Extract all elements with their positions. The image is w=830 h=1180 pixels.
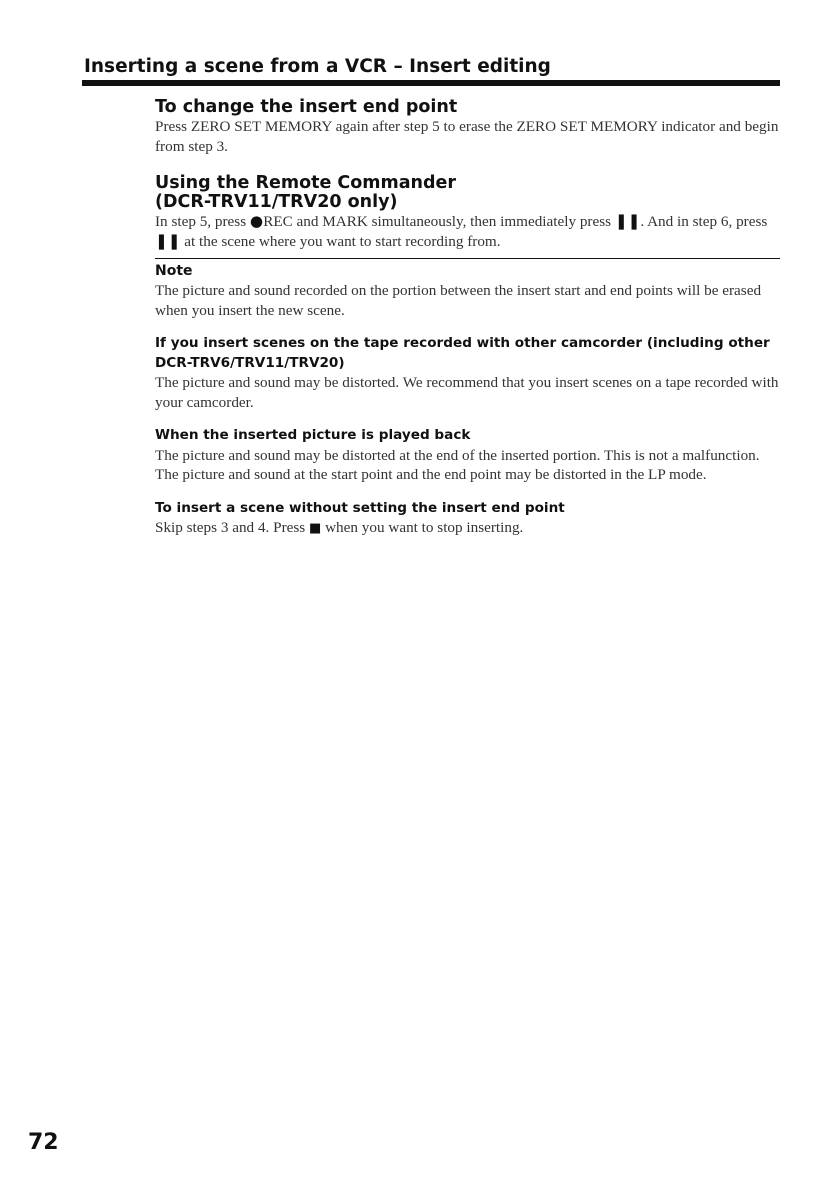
pause-icon: ❚❚	[155, 231, 181, 250]
note-text: The picture and sound recorded on the portion between the insert start and end points will be erased when you insert the new scene.	[155, 282, 762, 319]
played-back-text-1: The picture and sound may be distorted at the end of the inserted portion. This is not a malfunction.	[155, 446, 760, 464]
remote-text-part-a: In step 5, press	[155, 213, 250, 230]
remote-text-part-b: REC and MARK simultaneously, then immediately press	[263, 213, 615, 230]
other-camcorder-heading: If you insert scenes on the tape recorded with other camcorder (including other DCR-TRV6/TRV11/TRV20)	[155, 335, 770, 371]
page-number: 72	[28, 1130, 59, 1155]
remote-text-part-c: . And in step 6, press	[640, 213, 768, 230]
remote-commander-heading-line1: Using the Remote Commander	[155, 173, 457, 193]
change-end-point-heading: To change the insert end point	[155, 97, 458, 117]
without-end-point-heading: To insert a scene without setting the insert end point	[155, 499, 565, 516]
remote-commander-text	[155, 212, 780, 251]
remote-commander-heading-line2: (DCR-TRV11/TRV20 only)	[155, 192, 398, 212]
remote-text-part-d: at the scene where you want to start recording from.	[180, 232, 501, 250]
change-end-point-text: Press ZERO SET MEMORY again after step 5 to erase the ZERO SET MEMORY indicator and begin from step 3.	[155, 118, 779, 155]
played-back-text-2: The picture and sound at the start point and the end point may be distorted in the LP mode.	[155, 466, 707, 484]
page-header-title: Inserting a scene from a VCR – Insert editing	[84, 56, 551, 77]
header-rule	[82, 80, 780, 86]
remote-commander-heading	[155, 174, 780, 212]
page-content	[155, 98, 780, 539]
without-end-text-part-b: when you want to stop inserting.	[321, 519, 524, 537]
record-dot-icon: ●	[249, 212, 264, 230]
pause-icon: ❚❚	[614, 212, 641, 230]
note-label: Note	[155, 263, 193, 280]
played-back-heading: When the inserted picture is played back	[155, 427, 471, 444]
note-divider	[155, 258, 780, 259]
without-end-point-text	[155, 518, 780, 539]
without-end-text-part-a: Skip steps 3 and 4. Press	[155, 519, 309, 537]
other-camcorder-text: The picture and sound may be distorted. We recommend that you insert scenes on a tape recorded with your camcorder.	[155, 374, 779, 411]
stop-icon: ■	[309, 521, 322, 537]
